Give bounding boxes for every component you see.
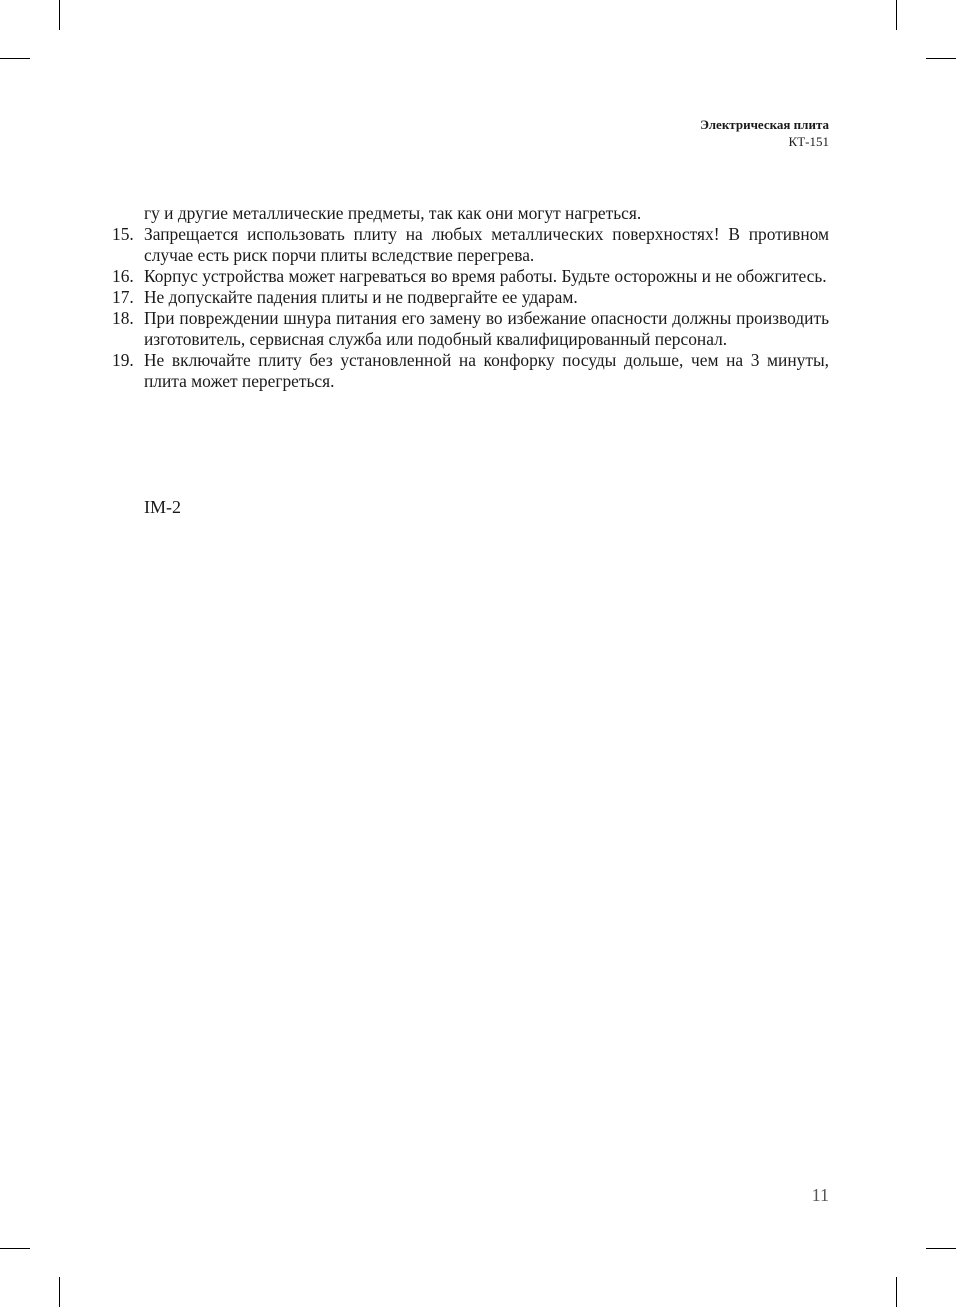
list-item-number: 15.	[112, 224, 134, 244]
crop-mark-top-left-vertical	[59, 0, 60, 30]
list-item	[112, 266, 829, 287]
crop-mark-top-left-horizontal	[0, 58, 30, 59]
list-item-number: 19.	[112, 350, 134, 370]
list-item	[112, 287, 829, 308]
crop-mark-bottom-right-horizontal	[926, 1248, 956, 1249]
running-header	[700, 116, 829, 150]
page-number: 11	[811, 1185, 829, 1205]
crop-mark-bottom-right-vertical	[896, 1277, 897, 1307]
crop-mark-bottom-left-horizontal	[0, 1248, 30, 1249]
crop-mark-top-right-horizontal	[926, 58, 956, 59]
list-item-text: Корпус устройства может нагреваться во время работы. Будьте осторожны и не обожгитесь.	[144, 266, 827, 286]
list-item-number: 18.	[112, 308, 134, 328]
crop-mark-top-right-vertical	[896, 0, 897, 30]
list-item-text: Не включайте плиту без установленной на конфорку посуды дольше, чем на 3 минуты, плита может перегреться.	[144, 350, 829, 391]
list-item-text: Не допускайте падения плиты и не подвергайте ее ударам.	[144, 287, 578, 307]
list-item-number: 17.	[112, 287, 134, 307]
list-item-text: При повреждении шнура питания его замену во избежание опасности должны производить изготовитель, сервисная служба или подобный квалифицированный персонал.	[144, 308, 829, 349]
header-product-title: Электрическая плита	[700, 117, 829, 132]
safety-instructions-list	[112, 203, 829, 392]
header-model-number: КТ-151	[788, 134, 829, 149]
list-item	[112, 350, 829, 392]
list-item	[112, 308, 829, 350]
list-item-number: 16.	[112, 266, 134, 286]
instruction-manual-code: IM-2	[144, 497, 181, 517]
list-item-text: Запрещается использовать плиту на любых металлических поверхностях! В противном случае есть риск порчи плиты вследствие перегрева.	[144, 224, 829, 265]
continued-item-text: гу и другие металлические предметы, так как они могут нагреться.	[144, 203, 642, 223]
crop-mark-bottom-left-vertical	[59, 1277, 60, 1307]
list-item	[112, 224, 829, 266]
